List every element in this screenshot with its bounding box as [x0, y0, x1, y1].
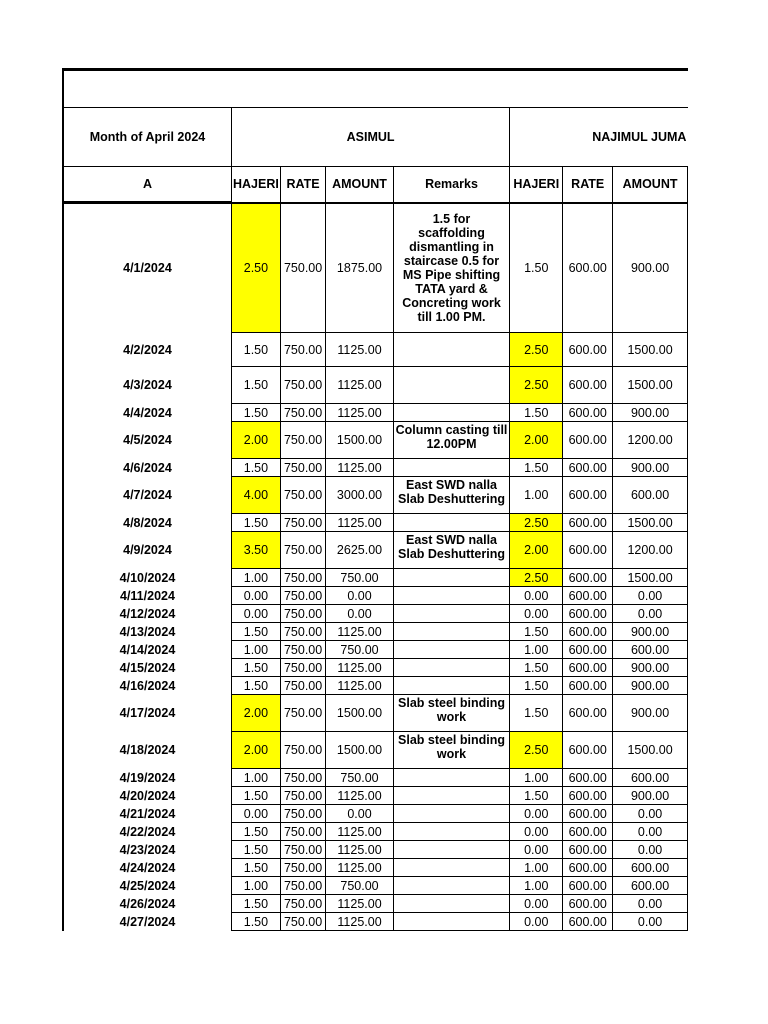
- amount-cell[interactable]: 2625.00: [326, 532, 394, 569]
- table-row: [63, 532, 688, 569]
- amount-cell[interactable]: 0.00: [326, 605, 394, 623]
- date-cell[interactable]: 4/16/2024: [63, 677, 231, 695]
- rate-cell[interactable]: 750.00: [280, 605, 325, 623]
- rate-cell[interactable]: 600.00: [563, 587, 613, 605]
- rate-cell[interactable]: 750.00: [280, 587, 325, 605]
- amount-cell[interactable]: 1500.00: [613, 732, 688, 769]
- rate-header-2[interactable]: RATE: [563, 167, 613, 203]
- date-cell[interactable]: 4/19/2024: [63, 769, 231, 787]
- table-row: [63, 623, 688, 641]
- hajeri-cell[interactable]: 1.50: [510, 659, 563, 677]
- hajeri-header-2[interactable]: HAJERI: [510, 167, 563, 203]
- rate-cell[interactable]: 750.00: [280, 203, 325, 333]
- date-cell[interactable]: 4/13/2024: [63, 623, 231, 641]
- hajeri-cell[interactable]: 1.50: [231, 514, 280, 532]
- rate-cell[interactable]: 750.00: [280, 877, 325, 895]
- rate-cell[interactable]: 600.00: [563, 532, 613, 569]
- remarks-cell[interactable]: 1.5 for scaffolding dismantling in staircase 0.5 for MS Pipe shifting TATA yard & Concreting work till 1.00 PM.: [393, 203, 509, 333]
- amount-cell[interactable]: 1125.00: [326, 823, 394, 841]
- date-cell[interactable]: 4/20/2024: [63, 787, 231, 805]
- date-cell[interactable]: 4/2/2024: [63, 333, 231, 367]
- remarks-cell[interactable]: [393, 587, 509, 605]
- amount-cell[interactable]: 750.00: [326, 569, 394, 587]
- amount-cell[interactable]: 1125.00: [326, 895, 394, 913]
- rate-cell[interactable]: 600.00: [563, 677, 613, 695]
- date-cell[interactable]: 4/14/2024: [63, 641, 231, 659]
- rate-cell[interactable]: 600.00: [563, 877, 613, 895]
- hajeri-cell[interactable]: 2.00: [510, 532, 563, 569]
- hajeri-cell[interactable]: 1.50: [231, 913, 280, 931]
- remarks-cell[interactable]: [393, 895, 509, 913]
- hajeri-cell[interactable]: 1.50: [231, 895, 280, 913]
- rate-cell[interactable]: 600.00: [563, 913, 613, 931]
- hajeri-cell[interactable]: 2.00: [231, 732, 280, 769]
- amount-cell[interactable]: 1125.00: [326, 659, 394, 677]
- hajeri-cell[interactable]: 1.50: [231, 659, 280, 677]
- column-header-row: [63, 167, 688, 203]
- amount-cell[interactable]: 0.00: [613, 605, 688, 623]
- rate-cell[interactable]: 750.00: [280, 695, 325, 732]
- amount-cell[interactable]: 900.00: [613, 203, 688, 333]
- rate-cell[interactable]: 600.00: [563, 367, 613, 404]
- rate-header-1[interactable]: RATE: [280, 167, 325, 203]
- table-row: [63, 787, 688, 805]
- remarks-cell[interactable]: [393, 459, 509, 477]
- rate-cell[interactable]: 750.00: [280, 404, 325, 422]
- date-cell[interactable]: 4/27/2024: [63, 913, 231, 931]
- date-cell[interactable]: 4/9/2024: [63, 532, 231, 569]
- remarks-cell[interactable]: [393, 677, 509, 695]
- amount-cell[interactable]: 750.00: [326, 877, 394, 895]
- hajeri-cell[interactable]: 0.00: [231, 805, 280, 823]
- hajeri-cell[interactable]: 1.50: [231, 333, 280, 367]
- amount-cell[interactable]: 1125.00: [326, 859, 394, 877]
- table-row: [63, 605, 688, 623]
- amount-cell[interactable]: 900.00: [613, 623, 688, 641]
- rate-cell[interactable]: 750.00: [280, 769, 325, 787]
- date-cell[interactable]: 4/10/2024: [63, 569, 231, 587]
- hajeri-cell[interactable]: 2.00: [231, 695, 280, 732]
- remarks-cell[interactable]: [393, 805, 509, 823]
- rate-cell[interactable]: 750.00: [280, 641, 325, 659]
- rate-cell[interactable]: 600.00: [563, 732, 613, 769]
- amount-cell[interactable]: 1125.00: [326, 913, 394, 931]
- amount-cell[interactable]: 0.00: [326, 805, 394, 823]
- table-row: [63, 477, 688, 514]
- hajeri-cell[interactable]: 1.50: [231, 787, 280, 805]
- hajeri-cell[interactable]: 1.50: [231, 623, 280, 641]
- remarks-cell[interactable]: [393, 623, 509, 641]
- amount-cell[interactable]: 3000.00: [326, 477, 394, 514]
- hajeri-cell[interactable]: 1.50: [231, 677, 280, 695]
- rate-cell[interactable]: 600.00: [563, 695, 613, 732]
- rate-cell[interactable]: 750.00: [280, 477, 325, 514]
- table-row: [63, 877, 688, 895]
- hajeri-cell[interactable]: 0.00: [510, 605, 563, 623]
- amount-cell[interactable]: 900.00: [613, 659, 688, 677]
- hajeri-cell[interactable]: 1.00: [231, 641, 280, 659]
- table-row: [63, 203, 688, 333]
- hajeri-cell[interactable]: 2.00: [510, 422, 563, 459]
- amount-cell[interactable]: 1125.00: [326, 787, 394, 805]
- table-row: [63, 404, 688, 422]
- remarks-cell[interactable]: Column casting till 12.00PM: [393, 422, 509, 459]
- title-cell[interactable]: [63, 70, 688, 108]
- table-row: [63, 769, 688, 787]
- date-cell[interactable]: 4/24/2024: [63, 859, 231, 877]
- rate-cell[interactable]: 750.00: [280, 367, 325, 404]
- hajeri-cell[interactable]: 2.50: [510, 732, 563, 769]
- amount-cell[interactable]: 1500.00: [613, 514, 688, 532]
- hajeri-cell[interactable]: 0.00: [510, 895, 563, 913]
- remarks-cell[interactable]: East SWD nalla Slab Deshuttering: [393, 532, 509, 569]
- table-row: [63, 367, 688, 404]
- rate-cell[interactable]: 600.00: [563, 641, 613, 659]
- remarks-cell[interactable]: East SWD nalla Slab Deshuttering: [393, 477, 509, 514]
- title-row: [63, 70, 688, 108]
- amount-cell[interactable]: 0.00: [326, 587, 394, 605]
- table-row: [63, 659, 688, 677]
- remarks-cell[interactable]: [393, 913, 509, 931]
- date-cell[interactable]: 4/8/2024: [63, 514, 231, 532]
- date-cell[interactable]: 4/26/2024: [63, 895, 231, 913]
- amount-cell[interactable]: 0.00: [613, 895, 688, 913]
- table-row: [63, 422, 688, 459]
- hajeri-cell[interactable]: 1.50: [510, 695, 563, 732]
- hajeri-cell[interactable]: 1.50: [510, 203, 563, 333]
- rate-cell[interactable]: 750.00: [280, 422, 325, 459]
- rate-cell[interactable]: 600.00: [563, 623, 613, 641]
- hajeri-cell[interactable]: 2.50: [231, 203, 280, 333]
- amount-cell[interactable]: 750.00: [326, 769, 394, 787]
- rate-cell[interactable]: 600.00: [563, 805, 613, 823]
- date-cell[interactable]: 4/17/2024: [63, 695, 231, 732]
- attendance-table: [62, 68, 688, 931]
- date-cell[interactable]: 4/1/2024: [63, 203, 231, 333]
- amount-cell[interactable]: 0.00: [613, 587, 688, 605]
- remarks-header[interactable]: Remarks: [393, 167, 509, 203]
- date-cell[interactable]: 4/3/2024: [63, 367, 231, 404]
- rate-cell[interactable]: 600.00: [563, 477, 613, 514]
- amount-cell[interactable]: 1125.00: [326, 459, 394, 477]
- hajeri-cell[interactable]: 2.50: [510, 569, 563, 587]
- rate-cell[interactable]: 600.00: [563, 859, 613, 877]
- amount-cell[interactable]: 1125.00: [326, 677, 394, 695]
- group-asimul-header[interactable]: ASIMUL: [231, 108, 509, 167]
- amount-cell[interactable]: 0.00: [613, 823, 688, 841]
- rate-cell[interactable]: 750.00: [280, 532, 325, 569]
- remarks-cell[interactable]: [393, 659, 509, 677]
- rate-cell[interactable]: 750.00: [280, 823, 325, 841]
- rate-cell[interactable]: 600.00: [563, 569, 613, 587]
- table-row: [63, 641, 688, 659]
- amount-cell[interactable]: 600.00: [613, 877, 688, 895]
- date-cell[interactable]: 4/5/2024: [63, 422, 231, 459]
- date-cell[interactable]: 4/11/2024: [63, 587, 231, 605]
- rate-cell[interactable]: 750.00: [280, 841, 325, 859]
- hajeri-cell[interactable]: 1.00: [510, 477, 563, 514]
- amount-cell[interactable]: 600.00: [613, 641, 688, 659]
- hajeri-cell[interactable]: 0.00: [510, 841, 563, 859]
- hajeri-cell[interactable]: 1.50: [231, 367, 280, 404]
- rate-cell[interactable]: 600.00: [563, 459, 613, 477]
- table-row: [63, 569, 688, 587]
- remarks-cell[interactable]: [393, 569, 509, 587]
- rate-cell[interactable]: 600.00: [563, 203, 613, 333]
- table-row: [63, 805, 688, 823]
- spreadsheet-sheet: [62, 68, 688, 944]
- hajeri-cell[interactable]: 1.50: [231, 823, 280, 841]
- table-row: [63, 823, 688, 841]
- amount-cell[interactable]: 0.00: [613, 805, 688, 823]
- hajeri-cell[interactable]: 1.50: [510, 459, 563, 477]
- hajeri-cell[interactable]: 1.50: [510, 404, 563, 422]
- hajeri-cell[interactable]: 0.00: [231, 587, 280, 605]
- rate-cell[interactable]: 600.00: [563, 605, 613, 623]
- date-cell[interactable]: 4/4/2024: [63, 404, 231, 422]
- hajeri-cell[interactable]: 0.00: [231, 605, 280, 623]
- hajeri-cell[interactable]: 2.50: [510, 367, 563, 404]
- rate-cell[interactable]: 600.00: [563, 823, 613, 841]
- remarks-cell[interactable]: [393, 769, 509, 787]
- rate-cell[interactable]: 600.00: [563, 787, 613, 805]
- amount-cell[interactable]: 900.00: [613, 677, 688, 695]
- hajeri-cell[interactable]: 1.50: [231, 404, 280, 422]
- date-cell[interactable]: 4/22/2024: [63, 823, 231, 841]
- hajeri-cell[interactable]: 3.50: [231, 532, 280, 569]
- group-header-row: [63, 108, 688, 167]
- amount-cell[interactable]: 0.00: [613, 841, 688, 859]
- hajeri-cell[interactable]: 2.50: [510, 333, 563, 367]
- amount-cell[interactable]: 750.00: [326, 641, 394, 659]
- col-a-header[interactable]: A: [63, 167, 231, 203]
- amount-cell[interactable]: 1500.00: [326, 695, 394, 732]
- date-cell[interactable]: 4/6/2024: [63, 459, 231, 477]
- remarks-cell[interactable]: [393, 333, 509, 367]
- rate-cell[interactable]: 600.00: [563, 422, 613, 459]
- amount-header-2[interactable]: AMOUNT: [613, 167, 688, 203]
- date-cell[interactable]: 4/15/2024: [63, 659, 231, 677]
- table-row: [63, 695, 688, 732]
- table-row: [63, 333, 688, 367]
- hajeri-cell[interactable]: 1.00: [510, 769, 563, 787]
- amount-cell[interactable]: 1500.00: [326, 422, 394, 459]
- amount-cell[interactable]: 1500.00: [613, 569, 688, 587]
- rate-cell[interactable]: 600.00: [563, 659, 613, 677]
- rate-cell[interactable]: 750.00: [280, 787, 325, 805]
- amount-cell[interactable]: 1125.00: [326, 514, 394, 532]
- hajeri-cell[interactable]: 4.00: [231, 477, 280, 514]
- hajeri-cell[interactable]: 1.50: [510, 677, 563, 695]
- hajeri-cell[interactable]: 2.50: [510, 514, 563, 532]
- hajeri-cell[interactable]: 0.00: [510, 587, 563, 605]
- table-row: [63, 859, 688, 877]
- remarks-cell[interactable]: [393, 641, 509, 659]
- hajeri-cell[interactable]: 1.00: [510, 641, 563, 659]
- hajeri-cell[interactable]: 1.50: [510, 623, 563, 641]
- table-row: [63, 587, 688, 605]
- table-row: [63, 732, 688, 769]
- rate-cell[interactable]: 750.00: [280, 677, 325, 695]
- amount-cell[interactable]: 1875.00: [326, 203, 394, 333]
- table-row: [63, 677, 688, 695]
- rate-cell[interactable]: 600.00: [563, 895, 613, 913]
- amount-cell[interactable]: 1200.00: [613, 532, 688, 569]
- rate-cell[interactable]: 750.00: [280, 859, 325, 877]
- rate-cell[interactable]: 750.00: [280, 459, 325, 477]
- date-cell[interactable]: 4/25/2024: [63, 877, 231, 895]
- amount-cell[interactable]: 1125.00: [326, 623, 394, 641]
- date-cell[interactable]: 4/23/2024: [63, 841, 231, 859]
- amount-cell[interactable]: 900.00: [613, 787, 688, 805]
- date-cell[interactable]: 4/21/2024: [63, 805, 231, 823]
- amount-cell[interactable]: 1125.00: [326, 404, 394, 422]
- amount-cell[interactable]: 1500.00: [326, 732, 394, 769]
- hajeri-cell[interactable]: 1.00: [231, 769, 280, 787]
- date-cell[interactable]: 4/7/2024: [63, 477, 231, 514]
- hajeri-cell[interactable]: 1.00: [231, 569, 280, 587]
- remarks-cell[interactable]: [393, 514, 509, 532]
- rate-cell[interactable]: 750.00: [280, 514, 325, 532]
- rate-cell[interactable]: 750.00: [280, 659, 325, 677]
- date-cell[interactable]: 4/12/2024: [63, 605, 231, 623]
- month-label-cell[interactable]: Month of April 2024: [63, 108, 231, 167]
- amount-cell[interactable]: 600.00: [613, 769, 688, 787]
- hajeri-header-1[interactable]: HAJERI: [231, 167, 280, 203]
- hajeri-cell[interactable]: 1.00: [231, 877, 280, 895]
- rate-cell[interactable]: 600.00: [563, 769, 613, 787]
- remarks-cell[interactable]: Slab steel binding work: [393, 695, 509, 732]
- hajeri-cell[interactable]: 0.00: [510, 805, 563, 823]
- remarks-cell[interactable]: [393, 787, 509, 805]
- amount-cell[interactable]: 600.00: [613, 859, 688, 877]
- amount-cell[interactable]: 1125.00: [326, 367, 394, 404]
- hajeri-cell[interactable]: 0.00: [510, 823, 563, 841]
- amount-cell[interactable]: 1125.00: [326, 333, 394, 367]
- rate-cell[interactable]: 750.00: [280, 333, 325, 367]
- remarks-cell[interactable]: Slab steel binding work: [393, 732, 509, 769]
- table-body: [63, 70, 688, 931]
- hajeri-cell[interactable]: 1.50: [231, 459, 280, 477]
- rate-cell[interactable]: 750.00: [280, 569, 325, 587]
- rate-cell[interactable]: 750.00: [280, 623, 325, 641]
- remarks-cell[interactable]: [393, 823, 509, 841]
- rate-cell[interactable]: 600.00: [563, 333, 613, 367]
- hajeri-cell[interactable]: 1.50: [510, 787, 563, 805]
- table-row: [63, 459, 688, 477]
- hajeri-cell[interactable]: 1.00: [510, 859, 563, 877]
- hajeri-cell[interactable]: 0.00: [510, 913, 563, 931]
- hajeri-cell[interactable]: 1.50: [231, 841, 280, 859]
- hajeri-cell[interactable]: 2.00: [231, 422, 280, 459]
- table-row: [63, 913, 688, 931]
- remarks-cell[interactable]: [393, 841, 509, 859]
- group-najimul-header[interactable]: NAJIMUL JUMA: [510, 108, 688, 167]
- rate-cell[interactable]: 750.00: [280, 895, 325, 913]
- amount-cell[interactable]: 1500.00: [613, 333, 688, 367]
- table-row: [63, 895, 688, 913]
- remarks-cell[interactable]: [393, 605, 509, 623]
- remarks-cell[interactable]: [393, 367, 509, 404]
- amount-cell[interactable]: 600.00: [613, 477, 688, 514]
- rate-cell[interactable]: 600.00: [563, 841, 613, 859]
- rate-cell[interactable]: 750.00: [280, 732, 325, 769]
- remarks-cell[interactable]: [393, 404, 509, 422]
- table-row: [63, 841, 688, 859]
- remarks-cell[interactable]: [393, 859, 509, 877]
- rate-cell[interactable]: 600.00: [563, 514, 613, 532]
- amount-cell[interactable]: 1500.00: [613, 367, 688, 404]
- amount-cell[interactable]: 1125.00: [326, 841, 394, 859]
- hajeri-cell[interactable]: 1.00: [510, 877, 563, 895]
- amount-cell[interactable]: 0.00: [613, 913, 688, 931]
- table-row: [63, 514, 688, 532]
- amount-cell[interactable]: 900.00: [613, 459, 688, 477]
- hajeri-cell[interactable]: 1.50: [231, 859, 280, 877]
- remarks-cell[interactable]: [393, 877, 509, 895]
- rate-cell[interactable]: 750.00: [280, 913, 325, 931]
- rate-cell[interactable]: 600.00: [563, 404, 613, 422]
- amount-cell[interactable]: 900.00: [613, 404, 688, 422]
- date-cell[interactable]: 4/18/2024: [63, 732, 231, 769]
- amount-cell[interactable]: 900.00: [613, 695, 688, 732]
- amount-cell[interactable]: 1200.00: [613, 422, 688, 459]
- amount-header-1[interactable]: AMOUNT: [326, 167, 394, 203]
- rate-cell[interactable]: 750.00: [280, 805, 325, 823]
